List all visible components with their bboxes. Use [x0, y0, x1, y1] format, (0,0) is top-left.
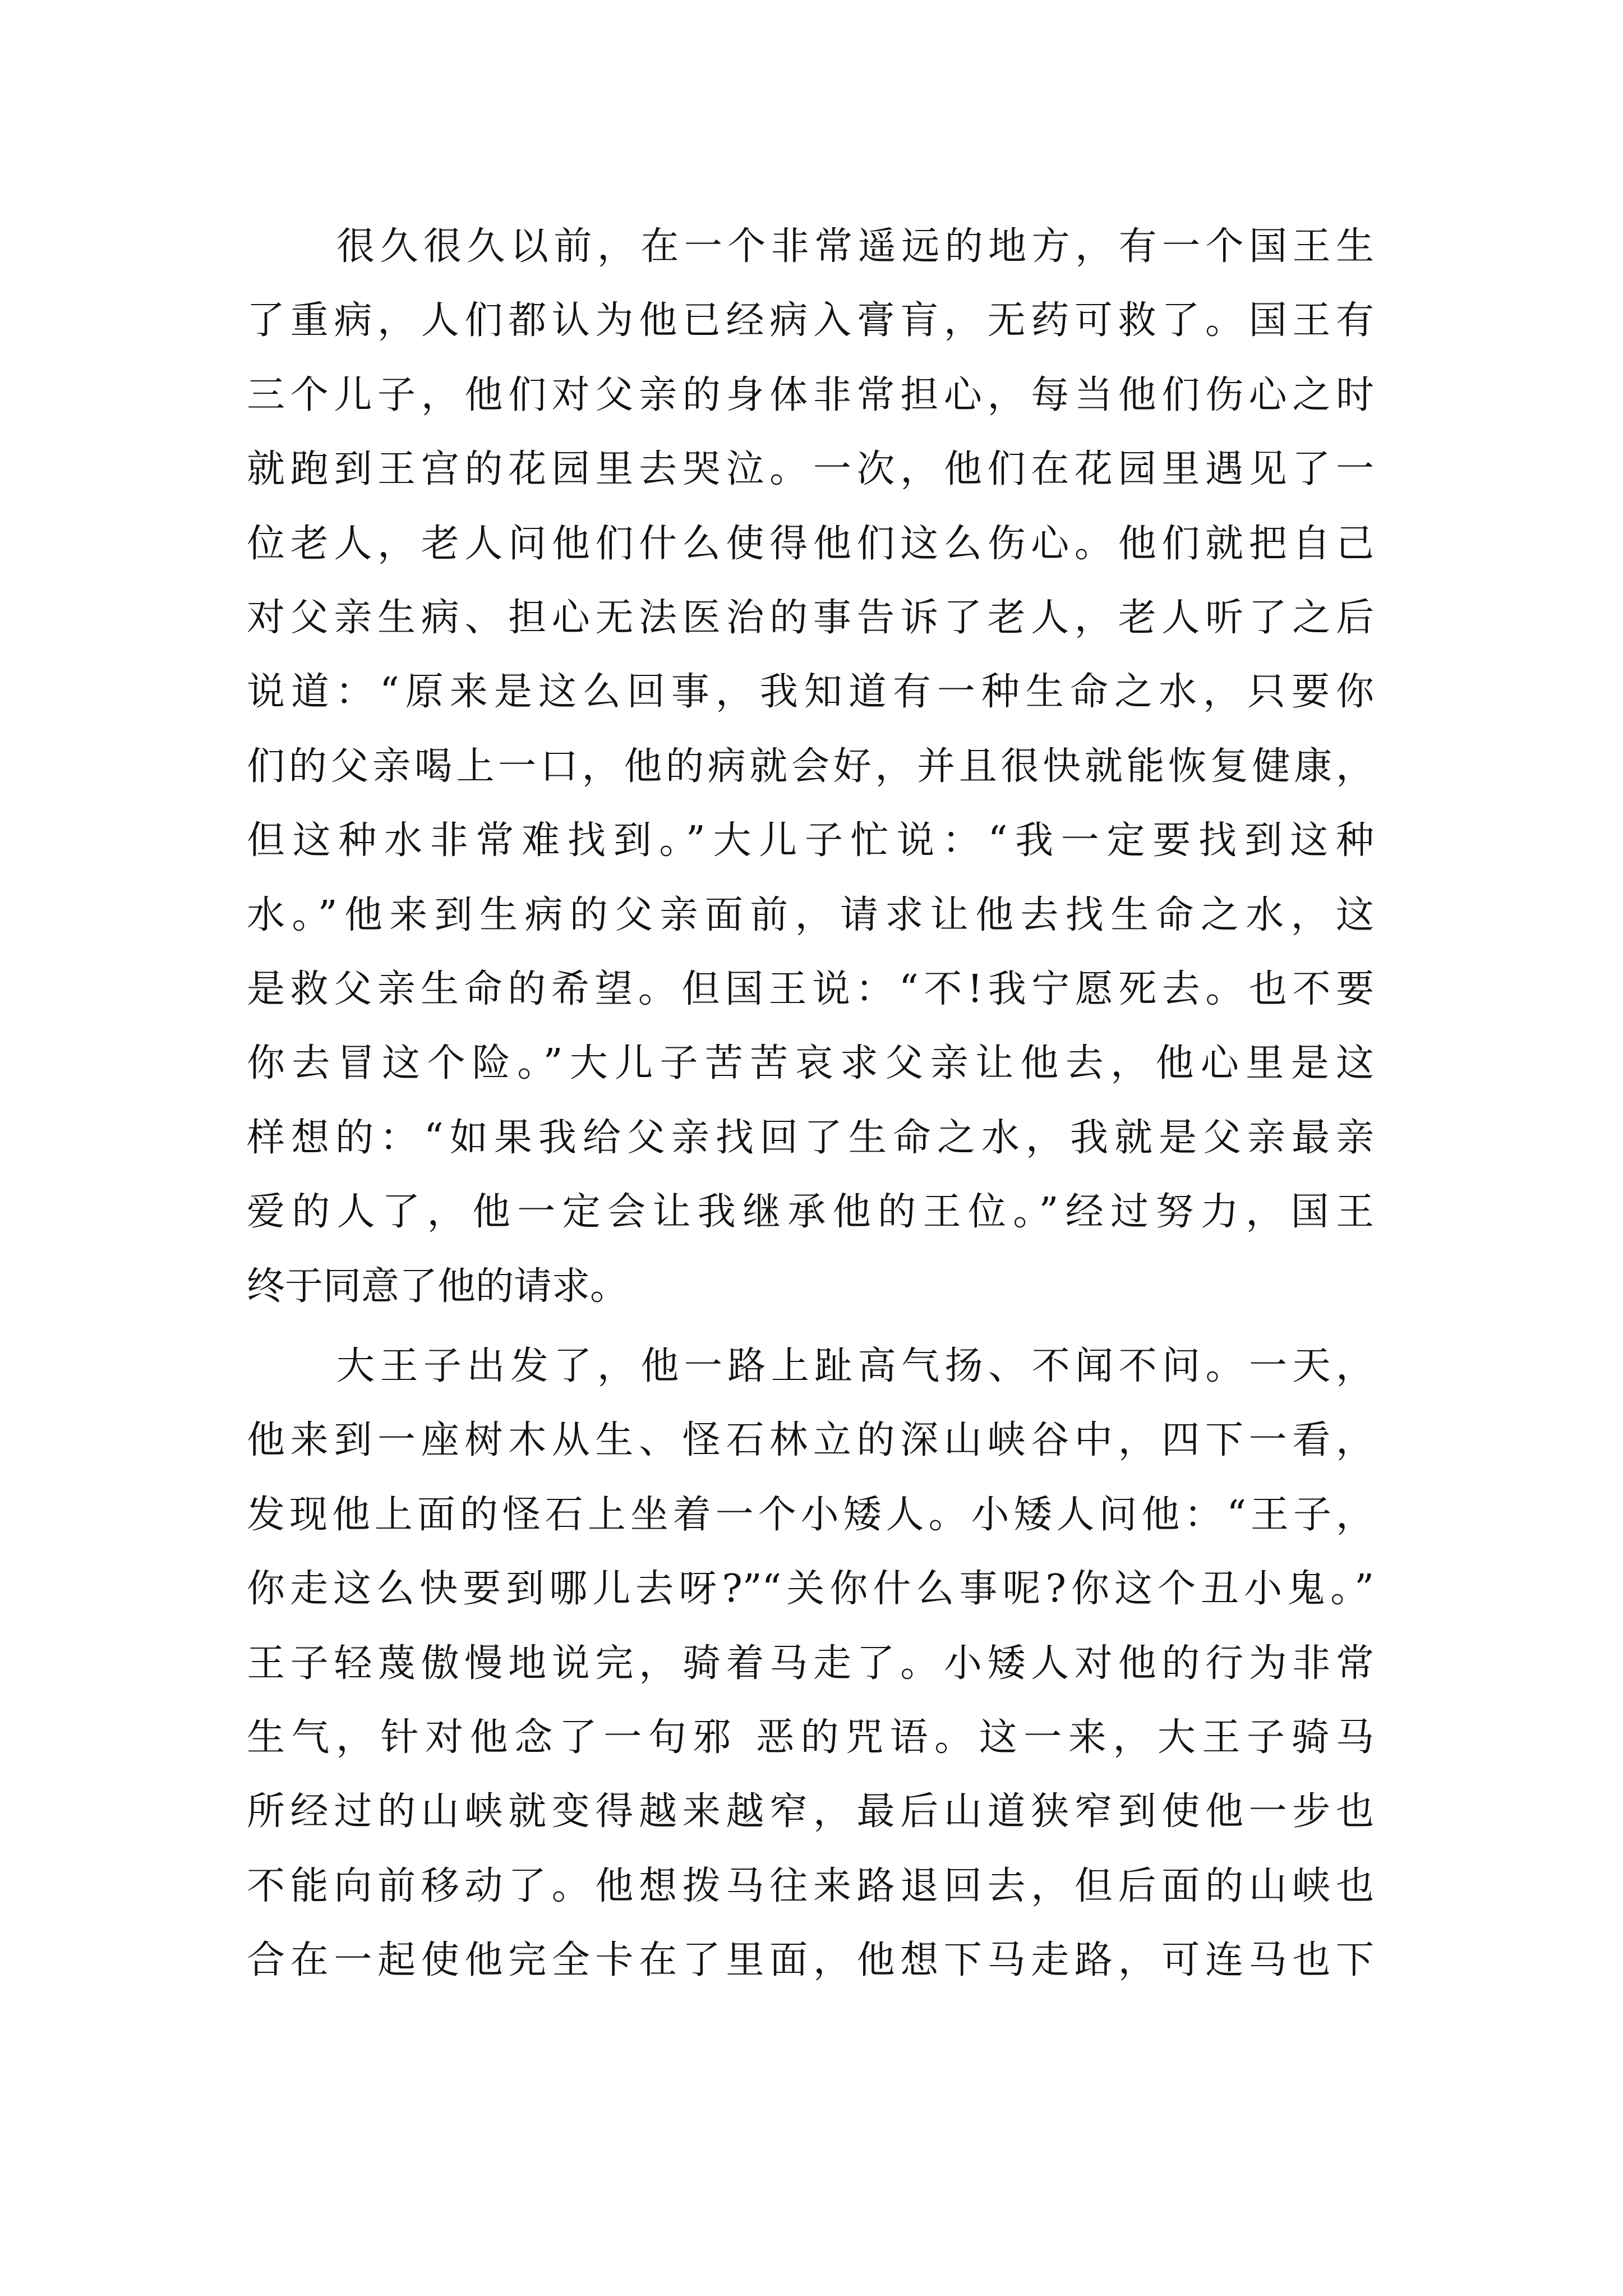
text-line: 他来到一座树木从生、怪石林立的深山峡谷中，四下一看，: [247, 1418, 1374, 1462]
text-line: 王子轻蔑傲慢地说完，骑着马走了。小矮人对他的行为非常: [247, 1641, 1374, 1686]
text-line: 但这种水非常难找到。”大儿子忙说：“我一定要找到这种: [247, 818, 1374, 863]
text-line: 大王子出发了，他一路上趾高气扬、不闻不问。一天，: [336, 1344, 1374, 1388]
text-line: 所经过的山峡就变得越来越窄，最后山道狭窄到使他一步也: [247, 1789, 1374, 1834]
text-line: 很久很久以前，在一个非常遥远的地方，有一个国王生: [336, 224, 1374, 269]
text-line: 你去冒这个险。”大儿子苦苦哀求父亲让他去，他心里是这: [247, 1041, 1374, 1085]
text-line: 对父亲生病、担心无法医治的事告诉了老人，老人听了之后: [247, 596, 1374, 640]
text-line: 了重病，人们都认为他已经病入膏肓，无药可救了。国王有: [247, 298, 1374, 343]
text-line: 终于同意了他的请求。: [247, 1264, 629, 1309]
text-line: 不能向前移动了。他想拨马往来路退回去，但后面的山峡也: [247, 1864, 1374, 1908]
text-line: 生气，针对他念了一句邪 恶的咒语。这一来，大王子骑马: [247, 1715, 1374, 1760]
text-line: 水。”他来到生病的父亲面前，请求让他去找生命之水，这: [247, 893, 1374, 937]
text-line: 就跑到王宫的花园里去哭泣。一次，他们在花园里遇见了一: [247, 447, 1374, 491]
text-line: 爱的人了，他一定会让我继承他的王位。”经过努力，国王: [247, 1190, 1374, 1234]
text-line: 合在一起使他完全卡在了里面，他想下马走路，可连马也下: [247, 1938, 1374, 1982]
text-line: 说道：“原来是这么回事，我知道有一种生命之水，只要你: [247, 670, 1374, 714]
text-line: 位老人，老人问他们什么使得他们这么伤心。他们就把自己: [247, 522, 1374, 566]
text-line: 发现他上面的怪石上坐着一个小矮人。小矮人问他：“王子，: [247, 1493, 1375, 1537]
text-line: 样想的：“如果我给父亲找回了生命之水，我就是父亲最亲: [247, 1116, 1374, 1160]
text-line: 是救父亲生命的希望。但国王说：“不!我宁愿死去。也不要: [247, 967, 1374, 1011]
text-line: 三个儿子，他们对父亲的身体非常担心，每当他们伤心之时: [247, 373, 1374, 417]
text-line: 你走这么快要到哪儿去呀?”“关你什么事呢?你这个丑小鬼。”: [247, 1567, 1374, 1611]
text-line: 们的父亲喝上一口，他的病就会好，并且很快就能恢复健康，: [247, 744, 1374, 789]
